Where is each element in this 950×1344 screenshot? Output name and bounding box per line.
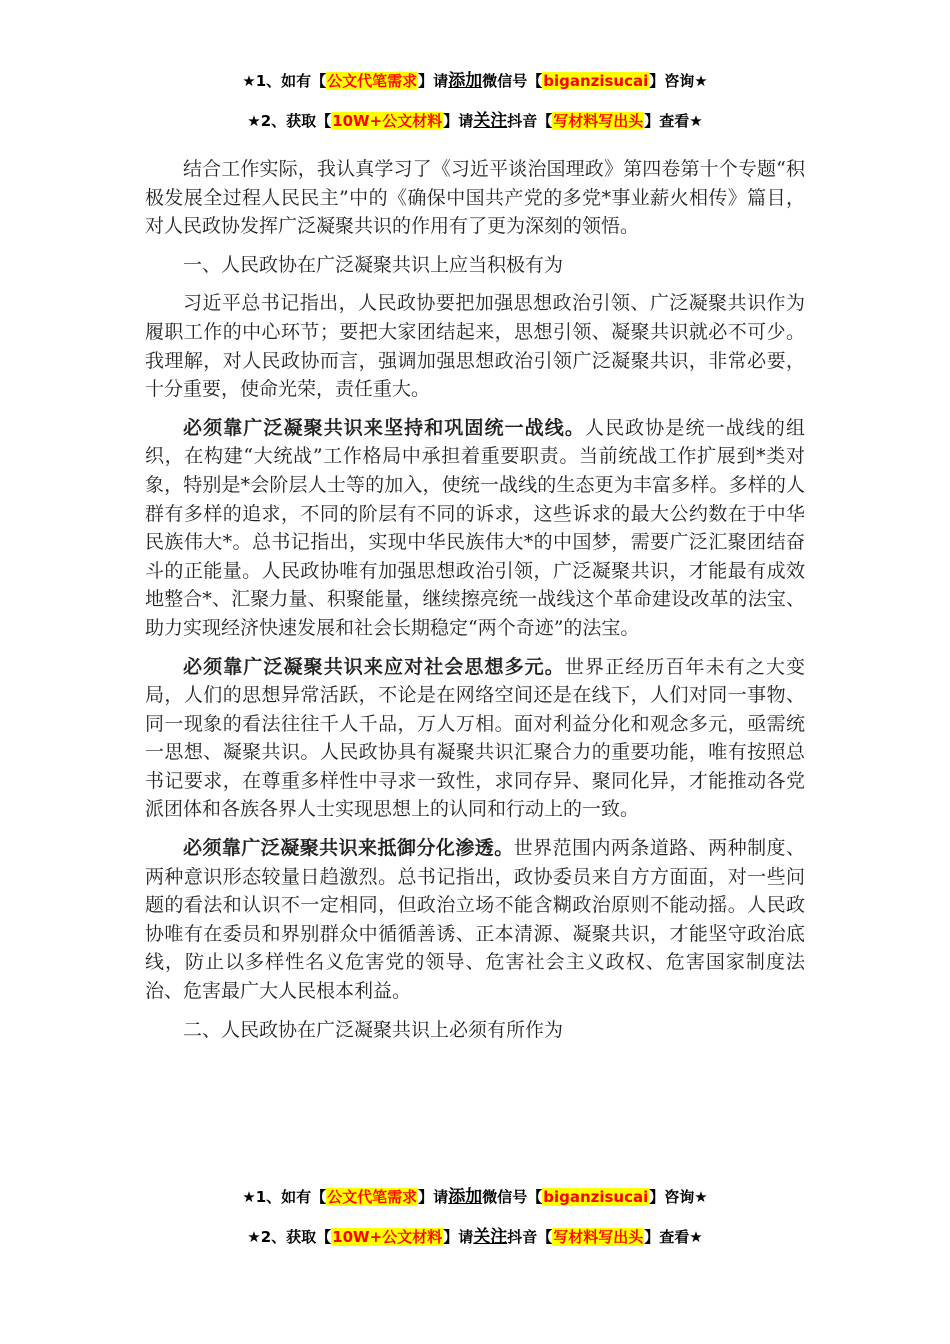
paragraph-3-lead: 必须靠广泛凝聚共识来应对社会思想多元。 xyxy=(183,655,565,678)
emphasis-add: 添加 xyxy=(448,71,483,91)
promo-banner-top-1 xyxy=(0,70,950,92)
document-body xyxy=(145,155,805,1054)
banner-text: 微信号【 xyxy=(482,1188,543,1206)
promo-banner-bottom-2 xyxy=(0,1226,950,1248)
intro-paragraph: 结合工作实际，我认真学习了《习近平谈治国理政》第四卷第十个专题“积极发展全过程人民民主”中的《确保中国共产党的多党*事业薪火相传》篇目，对人民政协发挥广泛凝聚共识的作用有了更为深刻的领悟。 xyxy=(145,158,805,238)
paragraph-2-text: 人民政协是统一战线的组织，在构建“大统战”工作格局中承担着重要职责。当前统战工作扩展到*类对象，特别是*会阶层人士等的加入，使统一战线的生态更为丰富多样。多样的人群有多样的追求，不同的阶层有不同的诉求，这些诉求的最大公约数在于中华民族伟大*。总书记指出，实现中华民族伟大*的中国梦，需要广泛汇聚团结奋斗的正能量。人民政协唯有加强思想政治引领，广泛凝聚共识，才能最有成效地整合*、汇聚力量、积聚能量，继续擦亮统一战线这个革命建设改革的法宝、助力实现经济快速发展和社会长期稳定“两个奇迹”的法宝。 xyxy=(145,416,805,639)
emphasis-follow: 关注 xyxy=(473,1227,508,1247)
banner-text: ★2、获取【 xyxy=(247,112,332,130)
highlight-service: 公文代笔需求 xyxy=(327,1188,418,1206)
emphasis-follow: 关注 xyxy=(473,111,508,131)
highlight-service: 公文代笔需求 xyxy=(327,72,418,90)
section-heading-2: 二、人民政协在广泛凝聚共识上必须有所作为 xyxy=(183,1018,564,1041)
banner-text: 】查看★ xyxy=(644,1228,703,1246)
promo-banner-bottom-1 xyxy=(0,1186,950,1208)
banner-text: ★2、获取【 xyxy=(247,1228,332,1246)
banner-text: 抖音【 xyxy=(507,1228,553,1246)
banner-text: 】请 xyxy=(443,112,474,130)
banner-text: 】咨询★ xyxy=(649,1188,708,1206)
paragraph-3 xyxy=(145,653,805,825)
emphasis-add: 添加 xyxy=(448,1187,483,1207)
paragraph-2 xyxy=(145,414,805,643)
paragraph-4 xyxy=(145,834,805,1006)
paragraph-2-lead: 必须靠广泛凝聚共识来坚持和巩固统一战线。 xyxy=(183,416,585,439)
banner-text: 】请 xyxy=(443,1228,474,1246)
highlight-materials: 10W+公文材料 xyxy=(332,112,443,130)
paragraph-3-text: 世界正经历百年未有之大变局，人们的思想异常活跃，不论是在网络空间还是在线下，人们对同一事物、同一现象的看法往往千人千品，万人万相。面对利益分化和观念多元，亟需统一思想、凝聚共识。人民政协具有凝聚共识汇聚合力的重要功能，唯有按照总书记要求，在尊重多样性中寻求一致性，求同存异、聚同化异，才能推动各党派团体和各族各界人士实现思想上的认同和行动上的一致。 xyxy=(145,655,805,821)
banner-text: 抖音【 xyxy=(507,112,553,130)
highlight-wechat-id: biganzisucai xyxy=(543,72,649,90)
section-heading-1: 一、人民政协在广泛凝聚共识上应当积极有为 xyxy=(183,253,564,276)
paragraph-1: 习近平总书记指出，人民政协要把加强思想政治引领、广泛凝聚共识作为履职工作的中心环节；要把大家团结起来，思想引领、凝聚共识就必不可少。我理解，对人民政协而言，强调加强思想政治引领广泛凝聚共识，非常必要，十分重要，使命光荣，责任重大。 xyxy=(145,292,805,401)
paragraph-4-text: 世界范围内两条道路、两种制度、两种意识形态较量日趋激烈。总书记指出，政协委员来自方方面面，对一些问题的看法和认识不一定相同，但政治立场不能含糊政治原则不能动摇。人民政协唯有在委员和界别群众中循循善诱、正本清源、凝聚共识，才能坚守政治底线，防止以多样性名义危害党的领导、危害社会主义政权、危害国家制度法治、危害最广大人民根本利益。 xyxy=(145,837,805,1003)
highlight-douyin-account: 写材料写出头 xyxy=(553,1228,644,1246)
banner-text: ★1、如有【 xyxy=(242,72,327,90)
banner-text: 】咨询★ xyxy=(649,72,708,90)
banner-text: 】查看★ xyxy=(644,112,703,130)
highlight-materials: 10W+公文材料 xyxy=(332,1228,443,1246)
banner-text: 】请 xyxy=(418,72,449,90)
banner-text: ★1、如有【 xyxy=(242,1188,327,1206)
highlight-wechat-id: biganzisucai xyxy=(543,1188,649,1206)
banner-text: 】请 xyxy=(418,1188,449,1206)
highlight-douyin-account: 写材料写出头 xyxy=(553,112,644,130)
promo-banner-top-2 xyxy=(0,110,950,132)
banner-text: 微信号【 xyxy=(482,72,543,90)
paragraph-4-lead: 必须靠广泛凝聚共识来抵御分化渗透。 xyxy=(183,837,514,860)
